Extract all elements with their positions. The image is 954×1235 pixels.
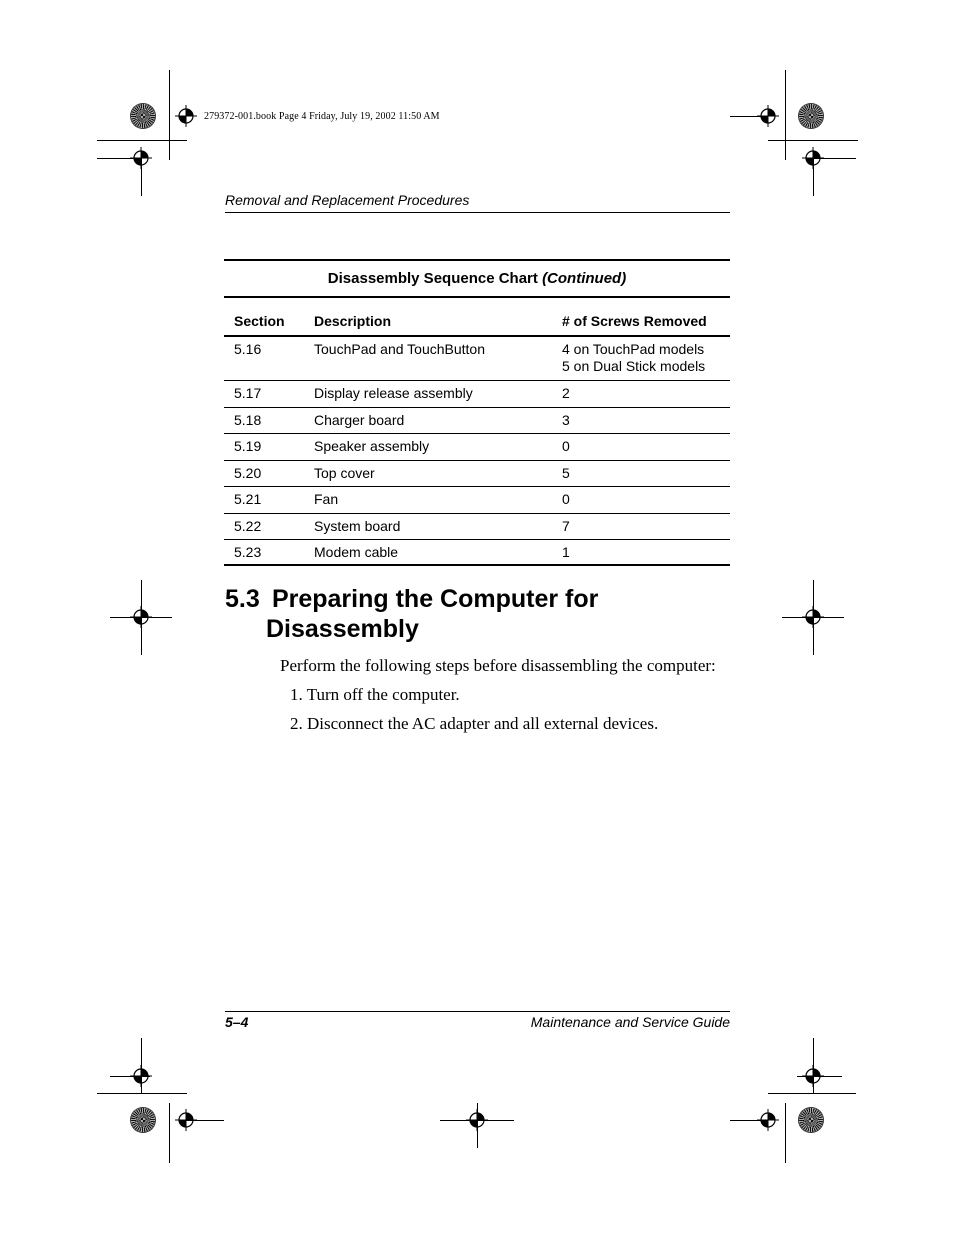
cell-description: Charger board <box>314 412 405 428</box>
cell-description: Modem cable <box>314 544 399 560</box>
crop-line <box>169 70 170 160</box>
table-row <box>224 487 730 514</box>
screws-line: 5 on Dual Stick models <box>562 358 706 374</box>
screws-line: 5 <box>562 465 570 481</box>
screws-line: 1 <box>562 544 570 560</box>
cell-section: 5.18 <box>234 412 262 428</box>
crop-line <box>768 140 858 141</box>
header-description: Description <box>314 313 392 329</box>
table-row <box>224 337 730 381</box>
cell-section: 5.16 <box>234 341 262 357</box>
header-section: Section <box>234 313 285 329</box>
table-row <box>224 540 730 566</box>
crop-line <box>110 617 172 618</box>
crop-line <box>730 116 768 117</box>
crop-line <box>813 158 856 159</box>
cell-description: Display release assembly <box>314 385 473 401</box>
screws-line: 3 <box>562 412 570 428</box>
table-row <box>224 381 730 408</box>
crop-line <box>110 1076 150 1077</box>
crop-line <box>97 1093 187 1094</box>
screws-line: 4 on TouchPad models <box>562 341 705 357</box>
cell-section: 5.21 <box>234 491 262 507</box>
cell-screws <box>562 487 730 513</box>
cell-description: Top cover <box>314 465 375 481</box>
running-header: Removal and Replacement Procedures <box>225 192 470 208</box>
section-title-line1: Preparing the Computer for <box>271 585 599 613</box>
table-title-text: Disassembly Sequence Chart <box>327 270 538 287</box>
table-row <box>224 461 730 487</box>
disassembly-table <box>224 259 730 566</box>
color-target-icon <box>131 1108 155 1132</box>
table-row <box>224 408 730 434</box>
cell-screws <box>562 381 730 407</box>
color-target-icon <box>131 104 155 128</box>
header-screws: # of Screws Removed <box>562 313 707 329</box>
cell-screws <box>562 514 730 539</box>
step-2: 2. Disconnect the AC adapter and all external devices. <box>290 714 659 733</box>
cell-section: 5.17 <box>234 385 262 401</box>
cell-screws <box>562 337 730 380</box>
intro-paragraph: Perform the following steps before disassembling the computer: <box>280 656 716 675</box>
footer-page-number: 5–4 <box>225 1014 249 1030</box>
crop-line <box>768 1093 856 1094</box>
registration-mark-icon <box>175 105 197 127</box>
table-body <box>224 337 730 566</box>
cell-section: 5.23 <box>234 544 262 560</box>
crop-line <box>785 70 786 160</box>
crop-line <box>186 1120 224 1121</box>
cell-section: 5.22 <box>234 518 262 534</box>
header-rule <box>225 212 730 213</box>
table-title-suffix: (Continued) <box>542 270 627 287</box>
cell-screws <box>562 434 730 460</box>
crop-line <box>97 140 187 141</box>
footer-rule <box>225 1011 730 1012</box>
screws-line: 7 <box>562 518 570 534</box>
step-1: 1. Turn off the computer. <box>290 685 460 704</box>
cell-screws <box>562 540 730 564</box>
table-title <box>224 261 730 296</box>
cell-screws <box>562 461 730 486</box>
crop-line <box>141 158 142 196</box>
crop-line <box>141 1038 142 1094</box>
color-target-icon <box>799 1108 823 1132</box>
crop-line <box>785 1103 786 1163</box>
cell-section: 5.19 <box>234 438 262 454</box>
cell-section: 5.20 <box>234 465 262 481</box>
color-target-icon <box>799 104 823 128</box>
crop-line <box>813 158 814 196</box>
cell-description: System board <box>314 518 401 534</box>
table-row <box>224 434 730 461</box>
section-title-line2: Disassembly <box>266 615 419 643</box>
screws-line: 2 <box>562 385 570 401</box>
cell-description: Speaker assembly <box>314 438 430 454</box>
screws-line: 0 <box>562 491 570 507</box>
print-info: 279372-001.book Page 4 Friday, July 19, 2002 11:50 AM <box>204 111 440 122</box>
cell-description: TouchPad and TouchButton <box>314 341 485 357</box>
cell-screws <box>562 408 730 433</box>
crop-line <box>782 617 844 618</box>
section-heading <box>225 584 705 644</box>
crop-line <box>797 1076 842 1077</box>
table-header-row <box>224 298 730 335</box>
section-number: 5.3 <box>225 585 260 613</box>
crop-line <box>97 158 141 159</box>
crop-line <box>730 1120 768 1121</box>
footer-guide-title: Maintenance and Service Guide <box>530 1014 730 1030</box>
screws-line: 0 <box>562 438 570 454</box>
crop-line <box>813 1038 814 1094</box>
crop-line <box>169 1103 170 1163</box>
crop-line <box>477 1103 478 1148</box>
table-row <box>224 514 730 540</box>
cell-description: Fan <box>314 491 339 507</box>
